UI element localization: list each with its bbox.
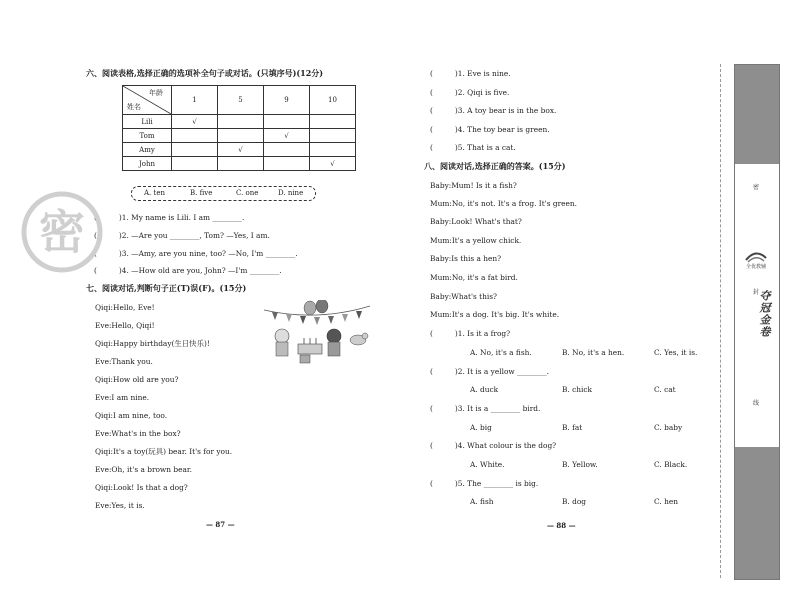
name-cell: Lili bbox=[123, 115, 172, 129]
dialogue-line: Eve:I am nine. bbox=[95, 393, 150, 402]
name-cell: Amy bbox=[123, 143, 172, 157]
choice-a: A. fish bbox=[470, 497, 494, 506]
choice-a: A. big bbox=[470, 423, 492, 432]
age-header: 10 bbox=[310, 86, 356, 115]
choice-c: C. Black. bbox=[654, 460, 688, 469]
choice-b: B. chick bbox=[562, 385, 593, 394]
choice-b: B. fat bbox=[562, 423, 583, 432]
dialogue-line: Qiqi:How old are you? bbox=[95, 375, 179, 384]
fill-item-text: 1. My name is Lili. I am ________. bbox=[121, 213, 245, 222]
question-text: 2. It is a yellow ________. bbox=[457, 367, 549, 376]
dialogue-line: Eve:Yes, it is. bbox=[95, 501, 145, 510]
tf-item-5: ( )5. That is a cat. bbox=[430, 143, 516, 152]
answer-paren[interactable]: ( bbox=[94, 266, 97, 275]
fill-item-text: 4. —How old are you, John? —I'm ________. bbox=[121, 266, 282, 275]
dialogue-line: Qiqi:Hello, Eve! bbox=[95, 303, 155, 312]
answer-paren[interactable]: ( bbox=[430, 143, 433, 152]
answer-paren[interactable]: ( bbox=[430, 88, 433, 97]
question-4: ( )4. What colour is the dog? bbox=[430, 441, 557, 450]
dialogue-line: Eve:What's in the box? bbox=[95, 429, 181, 438]
table-corner-name: 姓名 bbox=[127, 103, 141, 111]
dialogue-line: Mum:No, it's not. It's a frog. It's green. bbox=[430, 199, 577, 208]
answer-paren[interactable]: ( bbox=[430, 367, 433, 376]
table-corner-age: 年龄 bbox=[149, 89, 163, 97]
question-5: ( )5. The ________ is big. bbox=[430, 479, 539, 488]
check-cell: √ bbox=[172, 115, 218, 129]
dialogue-line: Qiqi:Look! Is that a dog? bbox=[95, 483, 188, 492]
check-cell bbox=[264, 157, 310, 171]
tf-item-3: ( )3. A toy bear is in the box. bbox=[430, 106, 557, 115]
check-cell bbox=[264, 115, 310, 129]
check-cell bbox=[172, 157, 218, 171]
birthday-illustration bbox=[262, 300, 372, 364]
question-1: ( )1. Is it a frog? bbox=[430, 329, 511, 338]
choice-a: A. White. bbox=[470, 460, 505, 469]
binding-line bbox=[720, 64, 722, 578]
question-2: ( )2. It is a yellow ________. bbox=[430, 367, 549, 376]
tf-text: 1. Eve is nine. bbox=[457, 69, 511, 78]
dialogue-line: Baby:What's this? bbox=[430, 292, 497, 301]
seal-label-mi: 密 bbox=[753, 184, 760, 191]
table-row bbox=[123, 129, 356, 143]
fill-item-3: ( )3. —Amy, are you nine, too? —No, I'm ________. bbox=[94, 249, 298, 258]
check-cell bbox=[172, 143, 218, 157]
seal-label-xian: 线 bbox=[753, 400, 760, 407]
table-row bbox=[123, 143, 356, 157]
dialogue-line: Eve:Oh, it's a brown bear. bbox=[95, 465, 192, 474]
choice-a: A. No, it's a fish. bbox=[470, 348, 532, 357]
question-text: 1. Is it a frog? bbox=[457, 329, 511, 338]
question-3: ( )3. It is a ________ bird. bbox=[430, 404, 541, 413]
check-cell: √ bbox=[264, 129, 310, 143]
answer-paren[interactable]: ( bbox=[94, 249, 97, 258]
brand-title: 夺冠金卷 bbox=[758, 290, 771, 338]
section-8-title: 八、阅读对话,选择正确的答案。(15分) bbox=[424, 161, 566, 171]
choice-c: C. cat bbox=[654, 385, 676, 394]
option-c: C. one bbox=[236, 189, 259, 197]
dialogue-line: Mum:It's a yellow chick. bbox=[430, 236, 522, 245]
check-cell bbox=[264, 143, 310, 157]
check-cell: √ bbox=[310, 157, 356, 171]
strip-top-block bbox=[735, 65, 779, 164]
tf-item-2: ( )2. Qiqi is five. bbox=[430, 88, 510, 97]
age-header: 9 bbox=[264, 86, 310, 115]
dialogue-line: Qiqi:It's a toy(玩具) bear. It's for you. bbox=[95, 447, 233, 456]
fill-item-text: 3. —Amy, are you nine, too? —No, I'm ________. bbox=[121, 249, 298, 258]
check-cell bbox=[310, 129, 356, 143]
tf-text: 4. The toy bear is green. bbox=[457, 125, 550, 134]
answer-paren[interactable]: ( bbox=[430, 479, 433, 488]
age-header: 1 bbox=[172, 86, 218, 115]
strip-bottom-block bbox=[735, 447, 779, 579]
section-7-title: 七、阅读对话,判断句子正(T)误(F)。(15分) bbox=[86, 283, 247, 293]
dialogue-line: Mum:No, it's a fat bird. bbox=[430, 273, 518, 282]
name-cell: John bbox=[123, 157, 172, 171]
choice-b: B. dog bbox=[562, 497, 587, 506]
check-cell bbox=[218, 157, 264, 171]
seal-label-feng: 封 bbox=[753, 289, 760, 296]
table-corner-cell bbox=[123, 86, 172, 115]
table-row bbox=[123, 115, 356, 129]
publisher-logo bbox=[742, 246, 770, 270]
answer-paren[interactable]: ( bbox=[430, 441, 433, 450]
tf-item-1: ( )1. Eve is nine. bbox=[430, 69, 511, 78]
check-cell bbox=[218, 129, 264, 143]
choice-b: B. Yellow. bbox=[562, 460, 598, 469]
answer-paren[interactable]: ( bbox=[430, 404, 433, 413]
check-cell: √ bbox=[218, 143, 264, 157]
choice-c: C. Yes, it is. bbox=[654, 348, 698, 357]
check-cell bbox=[310, 115, 356, 129]
dialogue-line: Eve:Thank you. bbox=[95, 357, 153, 366]
fill-item-2: ( )2. —Are you ________, Tom? —Yes, I am. bbox=[94, 231, 270, 240]
check-cell bbox=[310, 143, 356, 157]
answer-paren[interactable]: ( bbox=[94, 213, 97, 222]
fill-item-text: 2. —Are you ________, Tom? —Yes, I am. bbox=[121, 231, 270, 240]
fill-item-4: ( )4. —How old are you, John? —I'm ________. bbox=[94, 266, 282, 275]
dialogue-line: Mum:It's a dog. It's big. It's white. bbox=[430, 310, 560, 319]
choice-b: B. No, it's a hen. bbox=[562, 348, 625, 357]
name-cell: Tom bbox=[123, 129, 172, 143]
page-number-right: — 88 — bbox=[547, 521, 576, 530]
choice-c: C. baby bbox=[654, 423, 683, 432]
answer-paren[interactable]: ( bbox=[94, 231, 97, 240]
dialogue-line: Baby:Is this a hen? bbox=[430, 254, 502, 263]
question-text: 4. What colour is the dog? bbox=[457, 441, 557, 450]
confidential-seal bbox=[20, 190, 104, 274]
age-table bbox=[122, 85, 356, 171]
option-a: A. ten bbox=[144, 189, 165, 197]
dialogue-line: Eve:Hello, Qiqi! bbox=[95, 321, 155, 330]
question-text: 5. The ________ is big. bbox=[457, 479, 539, 488]
fill-item-1: ( )1. My name is Lili. I am ________. bbox=[94, 213, 245, 222]
choice-a: A. duck bbox=[470, 385, 499, 394]
dialogue-line: Baby:Look! What's that? bbox=[430, 217, 522, 226]
tf-item-4: ( )4. The toy bear is green. bbox=[430, 125, 550, 134]
age-header: 5 bbox=[218, 86, 264, 115]
choice-c: C. hen bbox=[654, 497, 678, 506]
options-box bbox=[131, 186, 316, 201]
tf-text: 3. A toy bear is in the box. bbox=[457, 106, 557, 115]
check-cell bbox=[172, 129, 218, 143]
answer-paren[interactable]: ( bbox=[430, 69, 433, 78]
page-number-left: — 87 — bbox=[206, 520, 235, 529]
tf-text: 2. Qiqi is five. bbox=[457, 88, 510, 97]
logo-text: 全优教辅 bbox=[745, 264, 767, 270]
answer-paren[interactable]: ( bbox=[430, 106, 433, 115]
seal-char: 密 bbox=[39, 205, 85, 259]
answer-paren[interactable]: ( bbox=[430, 329, 433, 338]
table-row bbox=[123, 157, 356, 171]
dialogue-line: Qiqi:I am nine, too. bbox=[95, 411, 168, 420]
answer-paren[interactable]: ( bbox=[430, 125, 433, 134]
option-d: D. nine bbox=[278, 189, 304, 197]
section-6-title: 六、阅读表格,选择正确的选项补全句子或对话。(只填序号)(12分) bbox=[86, 68, 324, 78]
tf-text: 5. That is a cat. bbox=[457, 143, 516, 152]
option-b: B. five bbox=[190, 189, 213, 197]
dialogue-line: Qiqi:Happy birthday(生日快乐)! bbox=[95, 339, 210, 348]
check-cell bbox=[218, 115, 264, 129]
question-text: 3. It is a ________ bird. bbox=[457, 404, 541, 413]
dialogue-line: Baby:Mum! Is it a fish? bbox=[430, 181, 517, 190]
